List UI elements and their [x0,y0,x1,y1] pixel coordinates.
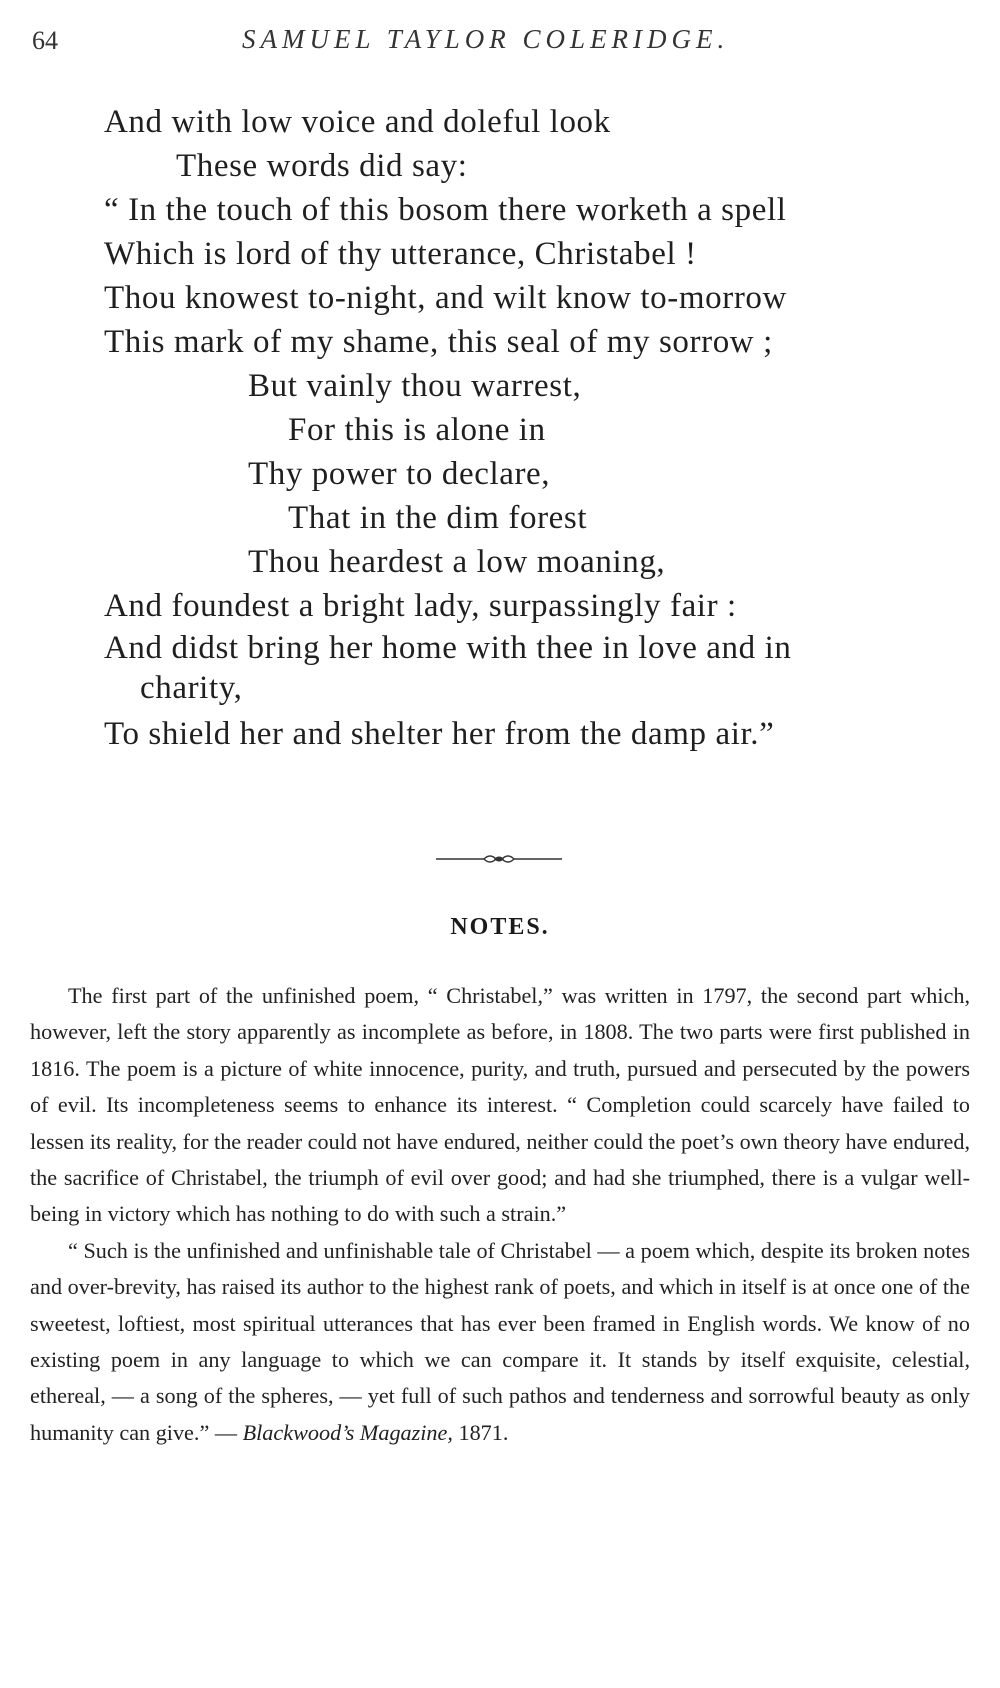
running-head [32,22,972,62]
section-divider-ornament-icon [436,852,562,866]
notes-paragraph [30,1233,970,1451]
notes-paragraph-text: The first part of the unfinished poem, “ Christabel,” was written in 1797, the second part which, however, left the story apparently as incomplete as before, in 1808. The two parts were first published in 1816. The poem is a picture of white innocence, purity, and truth, pursued and persecuted by the powers of evil. Its incompleteness seems to enhance its interest. “ Completion could scarcely have failed to lessen its reality, for the reader could not have endured, neither could the poet’s own theory have endured, the sacrifice of Christabel, the triumph of evil over good; and had she triumphed, there is a vulgar well-being in victory which has nothing to do with such a strain.” [30,983,970,1227]
citation-year: 1871. [458,1419,509,1445]
poem-line: Thou heardest a low moaning, [248,544,666,580]
poem-line-continuation: charity, [140,670,243,706]
page-number: 64 [32,26,58,55]
poem-line: That in the dim forest [288,500,588,536]
poem-line: For this is alone in [288,412,546,448]
poem-line: And with low voice and doleful look [104,104,611,140]
poem-line: “ In the touch of this bosom there worketh a spell [104,192,787,228]
poem-line: Which is lord of thy utterance, Christabel ! [104,236,697,272]
notes-paragraph [30,978,970,1233]
citation-source: Blackwood’s Magazine, [242,1419,453,1445]
poem-line: This mark of my shame, this seal of my sorrow ; [104,324,773,360]
poem-line: These words did say: [176,148,468,184]
running-title: SAMUEL TAYLOR COLERIDGE. [242,24,730,54]
poem-line: And didst bring her home with thee in love and in [104,630,792,666]
poem-line: But vainly thou warrest, [248,368,582,404]
poem-line: Thou knowest to-night, and wilt know to-morrow [104,280,787,316]
notes-paragraph-text: “ Such is the unfinished and unfinishable tale of Christabel — a poem which, despite its broken notes and over-brevity, has raised its author to the highest rank of poets, and which in itself is at once one of the sweetest, loftiest, most spiritual utterances that has ever been framed in English words. We know of no existing poem in any language to which we can compare it. It stands by itself exquisite, celestial, ethereal, — a song of the spheres, — yet full of such pathos and tenderness and sorrowful beauty as only humanity can give.” — [30,1237,970,1445]
poem-line: To shield her and shelter her from the damp air.” [104,716,775,752]
poem-line: Thy power to declare, [248,456,551,492]
poem-line: And foundest a bright lady, surpassingly fair : [104,588,737,624]
notes-heading: NOTES. [450,914,550,940]
notes-body [30,978,970,1451]
